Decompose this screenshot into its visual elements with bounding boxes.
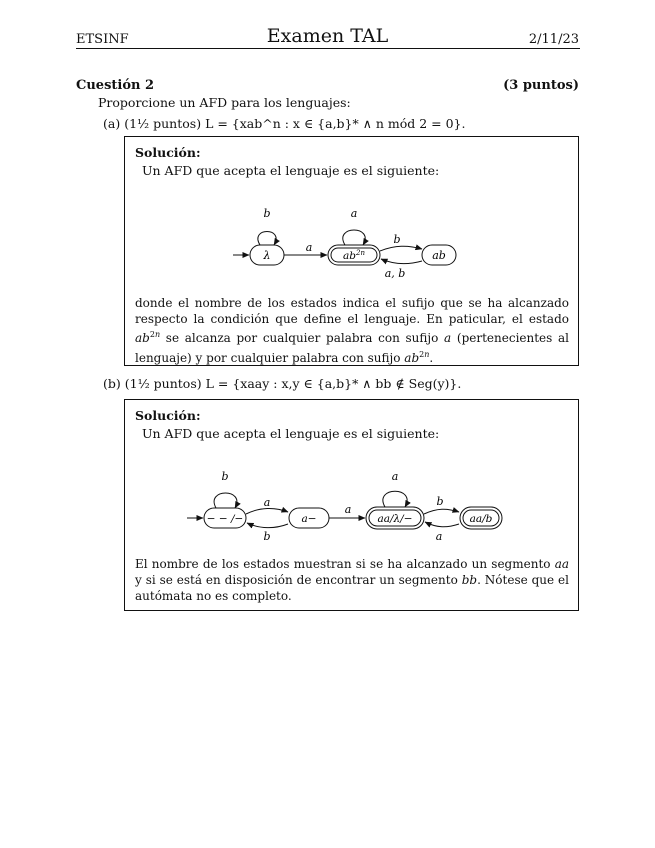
- header-title: Examen TAL: [266, 25, 389, 47]
- solution-a-intro: Un AFD que acepta el lenguaje es el siguiente:: [142, 163, 440, 178]
- part-b-points: (1½ puntos): [124, 376, 202, 391]
- state-a-ab-label: ab: [432, 249, 446, 262]
- edge-b-a-start: [247, 523, 288, 528]
- edge-b-start-a-label: a: [263, 496, 271, 509]
- question-title: Cuestión 2: [76, 78, 155, 93]
- solution-box-a: [124, 136, 579, 366]
- solution-b-explanation: El nombre de los estados muestran si se ha alcanzado un segmento aa y si se está en disposición de encontrar un segmento bb. Nótese que el autómata no es completo.: [135, 557, 569, 604]
- solution-b-title: Solución:: [135, 408, 201, 423]
- loop-a-ab2n: [343, 230, 365, 245]
- part-a-label: (a): [103, 116, 121, 131]
- state-b-aab-label: aa/b: [469, 513, 493, 525]
- header-rule: [76, 48, 580, 49]
- part-b-definition: L = {xaay : x,y ∈ {a,b}* ∧ bb ∉ Seg(y)}.: [205, 376, 462, 391]
- edge-b-start-a: [246, 508, 288, 514]
- loop-a-lambda-label: b: [263, 207, 271, 220]
- state-a-ab2n-label: $ab^{2n}$: [343, 249, 365, 262]
- loop-b-aa-label: a: [391, 470, 399, 483]
- edge-b-aa-aab-label: b: [436, 495, 444, 508]
- state-b-start-label: − − /−: [206, 513, 244, 525]
- loop-b-start-label: b: [221, 470, 229, 483]
- state-b-aa-label: aa/λ/−: [377, 513, 413, 525]
- question-intro: Proporcione un AFD para los lenguajes:: [98, 95, 351, 110]
- edge-a-ab2n-ab-label: b: [393, 233, 401, 246]
- edge-a-ab-ab2n-label: a, b: [384, 267, 406, 280]
- header-school: ETSINF: [76, 32, 129, 47]
- edge-b-aab-aa-label: a: [435, 530, 443, 543]
- dfa-diagram-a: [125, 137, 580, 297]
- solution-b-intro: Un AFD que acepta el lenguaje es el siguiente:: [142, 426, 440, 441]
- loop-b-aa: [383, 491, 407, 507]
- edge-b-a-start-label: b: [263, 530, 271, 543]
- loop-a-lambda: [258, 232, 276, 246]
- header-date: 2/11/23: [528, 32, 579, 47]
- question-points: (3 puntos): [503, 78, 579, 93]
- edge-a-ab2n-ab: [380, 246, 422, 251]
- loop-b-start: [214, 493, 237, 508]
- edge-b-aab-aa: [425, 522, 459, 527]
- solution-a-explanation: donde el nombre de los estados indica el sufijo que se ha alcanzado respecto la condición que define el lenguaje. En paticular, el estado $ab^{2n}$ se alcanza por cualquier palabra con sufijo a (pertenecientes al lenguaje) y por cualquier palabra con sufijo $ab^{2n}$.: [135, 296, 570, 365]
- solution-box-b: [124, 399, 579, 611]
- edge-b-aa-aab: [424, 509, 459, 514]
- loop-a-ab2n-label: a: [350, 207, 358, 220]
- part-a-statement: [103, 116, 465, 131]
- part-a-points: (1½ puntos): [124, 116, 202, 131]
- part-b-statement: [103, 376, 461, 391]
- edge-b-a-aa-label: a: [344, 503, 352, 516]
- state-a-lambda-label: λ: [263, 249, 271, 262]
- part-a-definition: L = {xab^n : x ∈ {a,b}* ∧ n mód 2 = 0}.: [205, 116, 466, 131]
- part-b-label: (b): [103, 376, 121, 391]
- solution-a-title: Solución:: [135, 145, 201, 160]
- dfa-diagram-b: [125, 400, 580, 550]
- edge-a-lambda-ab2n-label: a: [305, 241, 313, 254]
- edge-a-ab-ab2n: [381, 259, 422, 264]
- state-b-a-label: a−: [301, 513, 317, 525]
